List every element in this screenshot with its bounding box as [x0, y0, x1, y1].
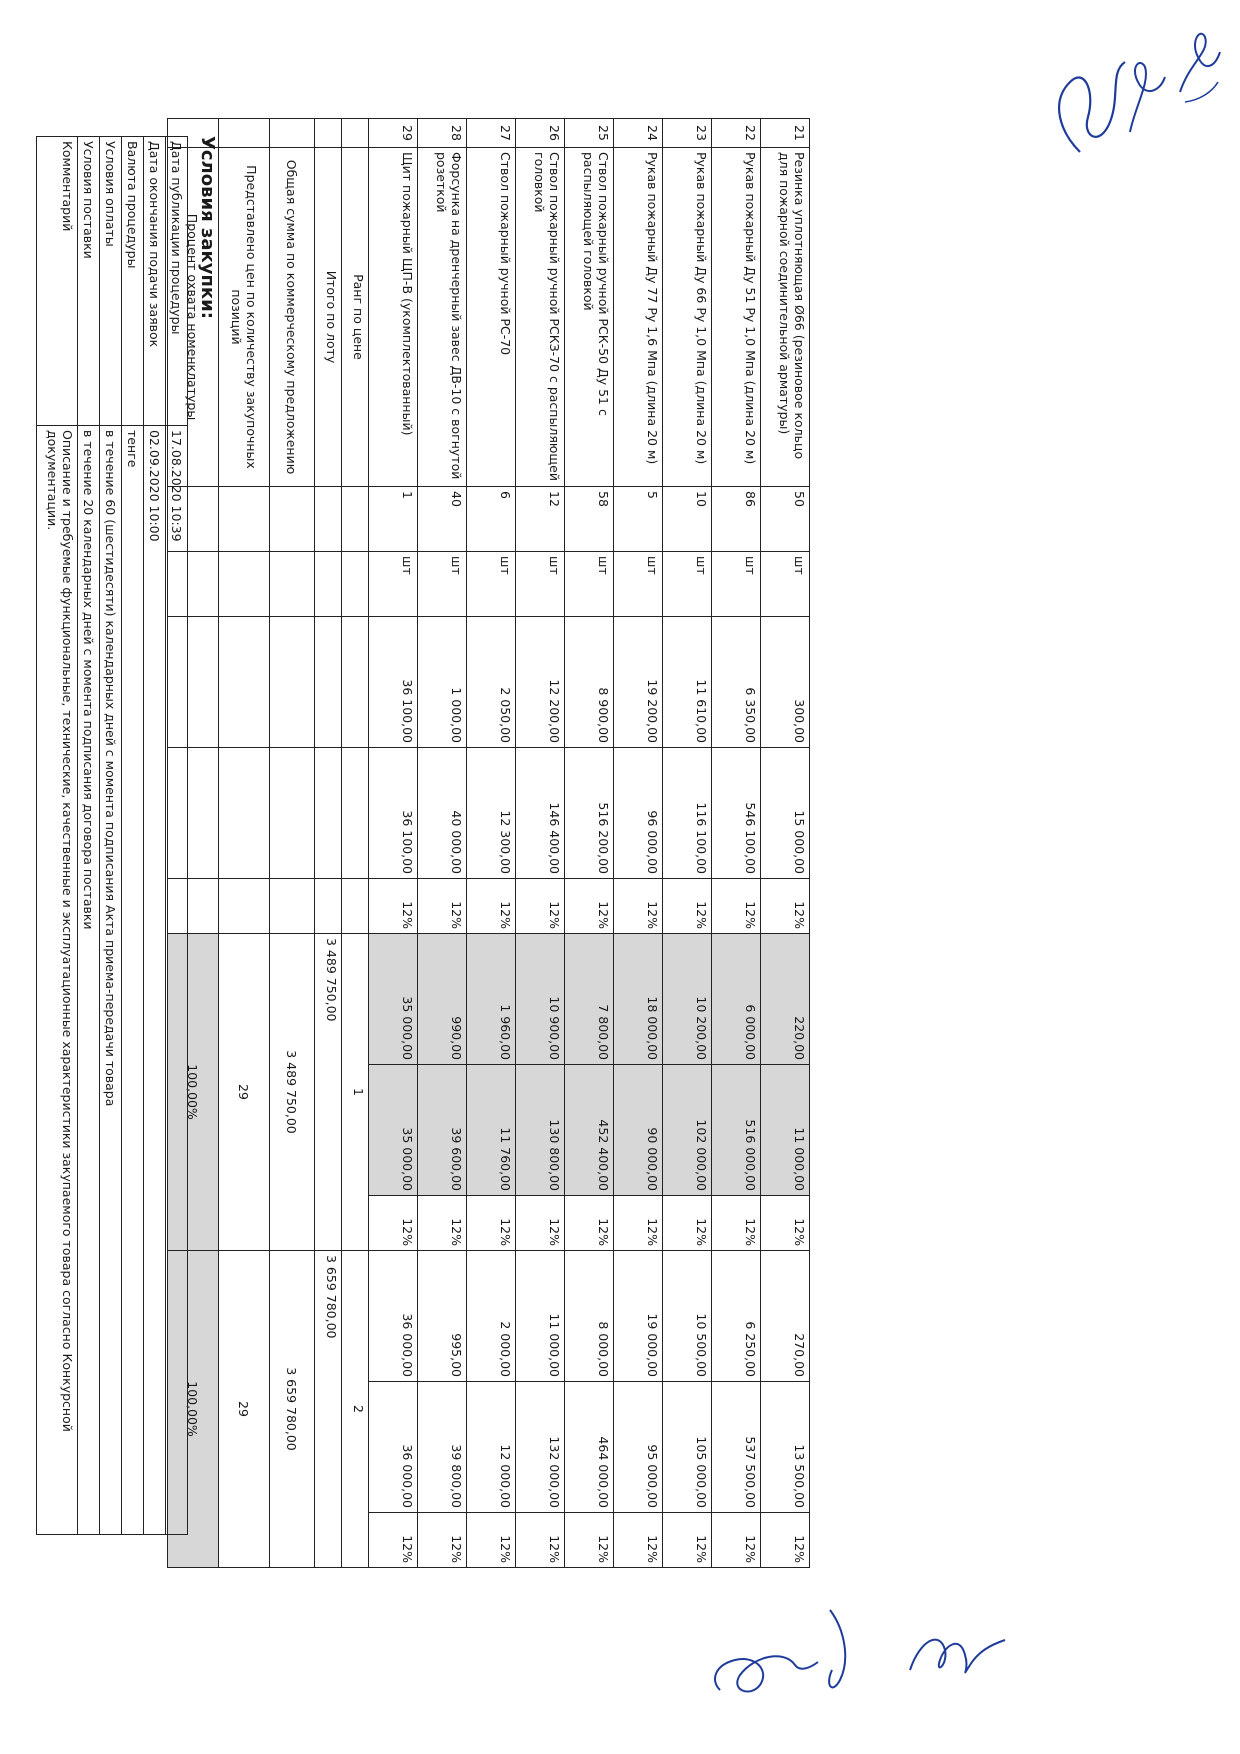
rank-supplier-3: 2: [342, 1251, 369, 1568]
lot-total-supplier-3: 3 659 780,00: [315, 1251, 342, 1568]
table-row: [614, 119, 663, 1568]
price-3: 995,00: [418, 1251, 467, 1382]
row-number: 28: [418, 119, 467, 148]
item-qty: 86: [712, 487, 761, 552]
signature-bottom-left: [700, 1590, 880, 1710]
offer-total-supplier-2: 3 489 750,00: [270, 934, 315, 1251]
coverage-supplier-2: 100,00%: [168, 934, 219, 1251]
item-unit: шт: [712, 552, 761, 617]
price-3: 11 000,00: [516, 1251, 565, 1382]
price-1: 8 900,00: [565, 617, 614, 748]
conditions-row: [78, 137, 100, 1535]
vat-2: 12%: [712, 1196, 761, 1251]
vat-3: 12%: [369, 1513, 418, 1568]
price-3: 2 000,00: [467, 1251, 516, 1382]
sum-2: 35 000,00: [369, 1065, 418, 1196]
sum-2: 39 600,00: [418, 1065, 467, 1196]
offer-total-label: Общая сумма по коммерческому предложению: [270, 148, 315, 487]
vat-3: 12%: [418, 1513, 467, 1568]
vat-2: 12%: [418, 1196, 467, 1251]
price-3: 19 000,00: [614, 1251, 663, 1382]
conditions-row: [100, 137, 122, 1535]
price-3: 270,00: [761, 1251, 810, 1382]
vat-1: 12%: [712, 879, 761, 934]
item-qty: 1: [369, 487, 418, 552]
price-1: 19 200,00: [614, 617, 663, 748]
vat-2: 12%: [516, 1196, 565, 1251]
row-number: 21: [761, 119, 810, 148]
item-name: Рукав пожарный Ду 51 Ру 1,0 Мпа (длина 20 м): [712, 148, 761, 487]
coverage-label: Процент охвата номенклатуры: [168, 148, 219, 487]
sum-3: 36 000,00: [369, 1382, 418, 1513]
table-row: [761, 119, 810, 1568]
count-supplier-2: 29: [219, 934, 270, 1251]
item-name: Ствол пожарный ручной РСК-50 Ду 51 с распыляющей головкой: [565, 148, 614, 487]
item-qty: 58: [565, 487, 614, 552]
vat-1: 12%: [614, 879, 663, 934]
table-row: [516, 119, 565, 1568]
price-2: 220,00: [761, 934, 810, 1065]
sum-1: 36 100,00: [369, 748, 418, 879]
sum-3: 132 000,00: [516, 1382, 565, 1513]
vat-3: 12%: [565, 1513, 614, 1568]
price-table: [167, 118, 810, 1568]
price-1: 6 350,00: [712, 617, 761, 748]
sum-2: 90 000,00: [614, 1065, 663, 1196]
conditions-row: [122, 137, 144, 1535]
vat-3: 12%: [614, 1513, 663, 1568]
vat-1: 12%: [663, 879, 712, 934]
table-row: [369, 119, 418, 1568]
conditions-value: тенге: [122, 426, 144, 1535]
item-name: Резинка уплотняющая Ø66 (резиновое кольцо для пожарной соединительной арматуры): [761, 148, 810, 487]
vat-3: 12%: [761, 1513, 810, 1568]
vat-1: 12%: [418, 879, 467, 934]
sum-1: 15 000,00: [761, 748, 810, 879]
row-number: 25: [565, 119, 614, 148]
price-1: 2 050,00: [467, 617, 516, 748]
sum-1: 96 000,00: [614, 748, 663, 879]
conditions-value: в течение 60 (шестидесяти) календарных дней с момента подписания Акта приема-передачи товара: [100, 426, 122, 1535]
sum-1: 12 300,00: [467, 748, 516, 879]
sum-1: 546 100,00: [712, 748, 761, 879]
price-2: 990,00: [418, 934, 467, 1065]
vat-1: 12%: [369, 879, 418, 934]
conditions-label: Дата публикации процедуры: [166, 137, 188, 426]
price-2: 1 960,00: [467, 934, 516, 1065]
conditions-value: 17.08.2020 10:39: [166, 426, 188, 1535]
price-1: 36 100,00: [369, 617, 418, 748]
conditions-label: Условия поставки: [78, 137, 100, 426]
row-number: 24: [614, 119, 663, 148]
coverage-supplier-3: 100,00%: [168, 1251, 219, 1568]
item-qty: 50: [761, 487, 810, 552]
table-row: [712, 119, 761, 1568]
item-unit: шт: [516, 552, 565, 617]
sum-3: 464 000,00: [565, 1382, 614, 1513]
conditions-label: Дата окончания подачи заявок: [144, 137, 166, 426]
item-name: Ствол пожарный ручной РС-70: [467, 148, 516, 487]
lot-total-supplier-2: 3 489 750,00: [315, 934, 342, 1251]
item-unit: шт: [418, 552, 467, 617]
offer-total-supplier-3: 3 659 780,00: [270, 1251, 315, 1568]
offer-total-row: [270, 119, 315, 1568]
row-number: 22: [712, 119, 761, 148]
conditions-table: [36, 136, 188, 1535]
vat-3: 12%: [467, 1513, 516, 1568]
price-2: 6 000,00: [712, 934, 761, 1065]
price-2: 35 000,00: [369, 934, 418, 1065]
vat-2: 12%: [663, 1196, 712, 1251]
lot-total-label: Итого по лоту: [315, 148, 342, 487]
sum-1: 40 000,00: [418, 748, 467, 879]
conditions-value: 02.09.2020 10:00: [144, 426, 166, 1535]
item-qty: 40: [418, 487, 467, 552]
conditions-label: Условия оплаты: [100, 137, 122, 426]
sum-2: 452 400,00: [565, 1065, 614, 1196]
rank-row: [342, 119, 369, 1568]
vat-2: 12%: [565, 1196, 614, 1251]
conditions-row: [144, 137, 166, 1535]
item-unit: шт: [663, 552, 712, 617]
count-row: [219, 119, 270, 1568]
sum-3: 12 000,00: [467, 1382, 516, 1513]
conditions-row: [166, 137, 188, 1535]
count-label: Представлено цен по количеству закупочных позиций: [219, 148, 270, 487]
item-qty: 5: [614, 487, 663, 552]
conditions-title: Условия закупки:: [197, 136, 218, 319]
table-row: [418, 119, 467, 1568]
item-unit: шт: [614, 552, 663, 617]
sum-3: 105 000,00: [663, 1382, 712, 1513]
item-qty: 10: [663, 487, 712, 552]
lot-total-row: [315, 119, 342, 1568]
table-row: [467, 119, 516, 1568]
sum-2: 130 800,00: [516, 1065, 565, 1196]
item-name: Форсунка на дренчерный завес ДВ-10 с вогнутой розеткой: [418, 148, 467, 487]
item-name: Рукав пожарный Ду 77 Ру 1,6 Мпа (длина 20 м): [614, 148, 663, 487]
conditions-value: Описание и требуемые функциональные, технические, качественные и эксплуатационные характеристики закупаемого товара согласно Конкурсной документации.: [37, 426, 78, 1535]
vat-3: 12%: [663, 1513, 712, 1568]
sum-2: 102 000,00: [663, 1065, 712, 1196]
price-3: 36 000,00: [369, 1251, 418, 1382]
price-2: 7 800,00: [565, 934, 614, 1065]
price-1: 11 610,00: [663, 617, 712, 748]
table-row: [663, 119, 712, 1568]
sum-2: 11 760,00: [467, 1065, 516, 1196]
row-number: 27: [467, 119, 516, 148]
conditions-label: Комментарий: [37, 137, 78, 426]
item-unit: шт: [761, 552, 810, 617]
sum-2: 516 000,00: [712, 1065, 761, 1196]
sum-1: 116 100,00: [663, 748, 712, 879]
sum-2: 11 000,00: [761, 1065, 810, 1196]
conditions-label: Валюта процедуры: [122, 137, 144, 426]
conditions-value: в течение 20 календарных дней с момента подписания договора поставки: [78, 426, 100, 1535]
item-unit: шт: [369, 552, 418, 617]
price-1: 300,00: [761, 617, 810, 748]
vat-1: 12%: [761, 879, 810, 934]
item-qty: 6: [467, 487, 516, 552]
sum-1: 146 400,00: [516, 748, 565, 879]
price-3: 8 000,00: [565, 1251, 614, 1382]
vat-1: 12%: [467, 879, 516, 934]
rank-label: Ранг по цене: [342, 148, 369, 487]
item-name: Ствол пожарный ручной РСКЗ-70 с распыляющей головкой: [516, 148, 565, 487]
row-number: 26: [516, 119, 565, 148]
item-name: Рукав пожарный Ду 66 Ру 1,0 Мпа (длина 20 м): [663, 148, 712, 487]
vat-2: 12%: [369, 1196, 418, 1251]
price-2: 10 900,00: [516, 934, 565, 1065]
sum-3: 39 800,00: [418, 1382, 467, 1513]
vat-2: 12%: [467, 1196, 516, 1251]
row-number: 23: [663, 119, 712, 148]
item-qty: 12: [516, 487, 565, 552]
row-number: 29: [369, 119, 418, 148]
vat-1: 12%: [516, 879, 565, 934]
count-supplier-3: 29: [219, 1251, 270, 1568]
price-2: 10 200,00: [663, 934, 712, 1065]
item-unit: шт: [467, 552, 516, 617]
vat-1: 12%: [565, 879, 614, 934]
rotated-page: [45, 118, 810, 1638]
vat-2: 12%: [614, 1196, 663, 1251]
price-2: 18 000,00: [614, 934, 663, 1065]
price-3: 6 250,00: [712, 1251, 761, 1382]
item-name: Щит пожарный ЩП-В (укомплектованный): [369, 148, 418, 487]
vat-3: 12%: [516, 1513, 565, 1568]
price-3: 10 500,00: [663, 1251, 712, 1382]
conditions-row: [37, 137, 78, 1535]
vat-3: 12%: [712, 1513, 761, 1568]
sum-3: 537 500,00: [712, 1382, 761, 1513]
signature-bottom-middle: [900, 1600, 1020, 1700]
price-1: 12 200,00: [516, 617, 565, 748]
sum-3: 13 500,00: [761, 1382, 810, 1513]
price-1: 1 000,00: [418, 617, 467, 748]
sum-1: 516 200,00: [565, 748, 614, 879]
signature-top-right: [1040, 22, 1230, 172]
sum-3: 95 000,00: [614, 1382, 663, 1513]
item-unit: шт: [565, 552, 614, 617]
vat-2: 12%: [761, 1196, 810, 1251]
table-row: [565, 119, 614, 1568]
rank-supplier-2: 1: [342, 934, 369, 1251]
